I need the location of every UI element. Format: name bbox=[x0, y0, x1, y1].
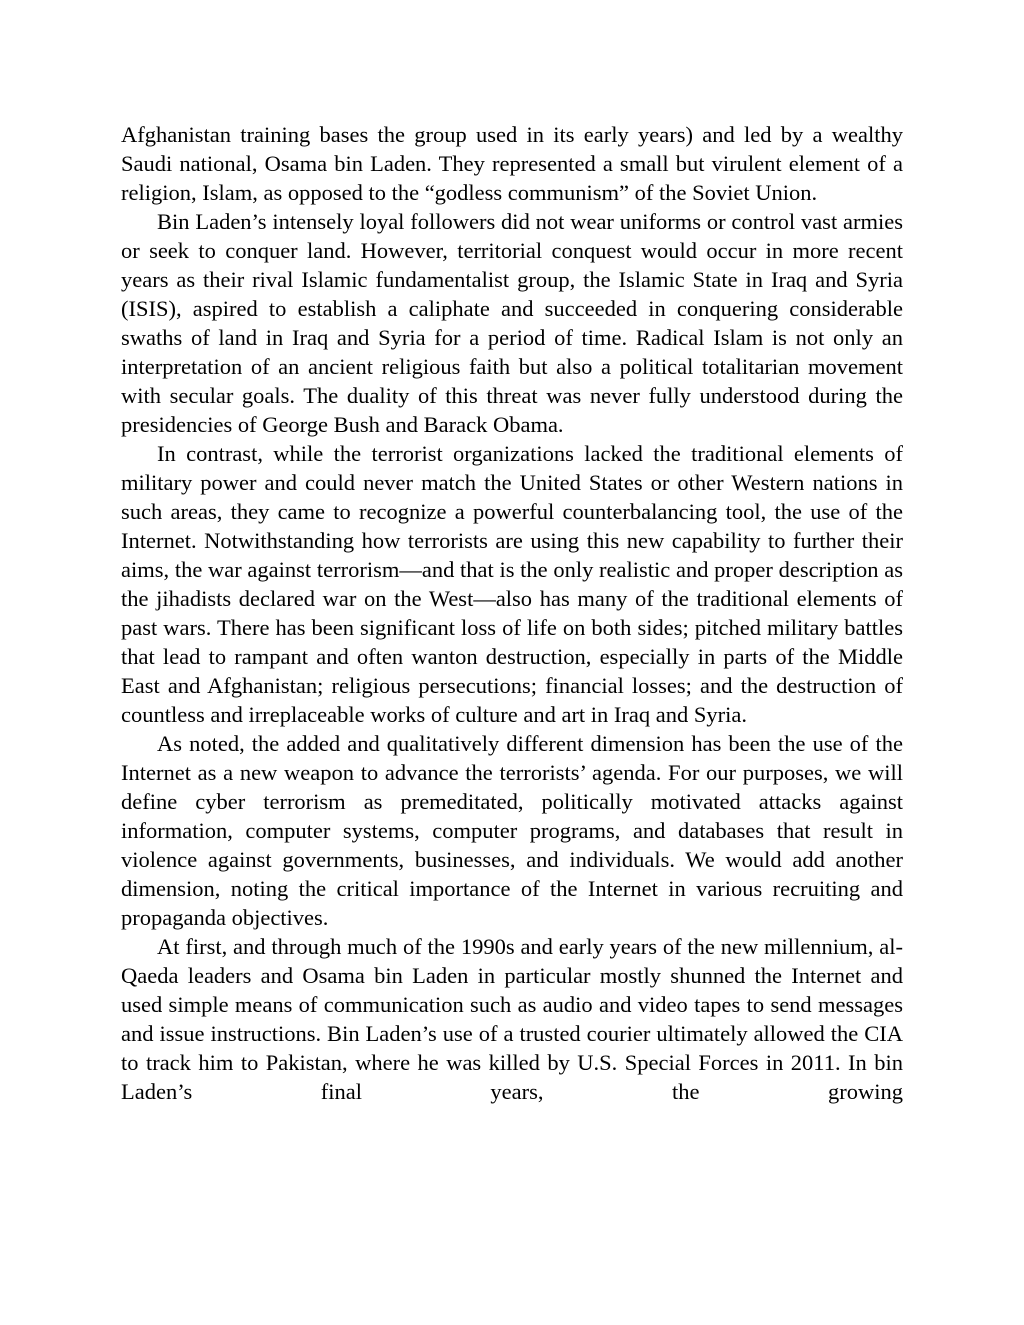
body-text bbox=[121, 120, 903, 1106]
paragraph: As noted, the added and qualitatively different dimension has been the use of the Internet as a new weapon to advance the terrorists’ agenda. For our purposes, we will define cyber terrorism as premeditated, politically motivated attacks against information, computer systems, computer programs, and databases that result in violence against governments, businesses, and individuals. We would add another dimension, noting the critical importance of the Internet in various recruiting and propaganda objectives. bbox=[121, 731, 903, 930]
paragraph: Bin Laden’s intensely loyal followers did not wear uniforms or control vast armies or seek to conquer land. However, territorial conquest would occur in more recent years as their rival Islamic fundamentalist group, the Islamic State in Iraq and Syria (ISIS), aspired to establish a caliphate and succeeded in conquering considerable swaths of land in Iraq and Syria for a period of time. Radical Islam is not only an interpretation of an ancient religious faith but also a political totalitarian movement with secular goals. The duality of this threat was never fully understood during the presidencies of George Bush and Barack Obama. bbox=[121, 209, 903, 437]
paragraph-continued: Afghanistan training bases the group used in its early years) and led by a wealthy Saudi national, Osama bin Laden. They represented a small but virulent element of a religion, Islam, as opposed to the “godless communism” of the Soviet Union. bbox=[121, 122, 903, 205]
paragraph-continues: At first, and through much of the 1990s and early years of the new millennium, al-Qaeda leaders and Osama bin Laden in particular mostly shunned the Internet and used simple means of communication such as audio and video tapes to send messages and issue instructions. Bin Laden’s use of a trusted courier ultimately allowed the CIA to track him to Pakistan, where he was killed by U.S. Special Forces in 2011. In bin Laden’s final years, the growing bbox=[121, 934, 903, 1104]
paragraph: In contrast, while the terrorist organizations lacked the traditional elements of military power and could never match the United States or other Western nations in such areas, they came to recognize a powerful counterbalancing tool, the use of the Internet. Notwithstanding how terrorists are using this new capability to further their aims, the war against terrorism—and that is the only realistic and proper description as the jihadists declared war on the West—also has many of the traditional elements of past wars. There has been significant loss of life on both sides; pitched military battles that lead to rampant and often wanton destruction, especially in parts of the Middle East and Afghanistan; religious persecutions; financial losses; and the destruction of countless and irreplaceable works of culture and art in Iraq and Syria. bbox=[121, 441, 903, 727]
